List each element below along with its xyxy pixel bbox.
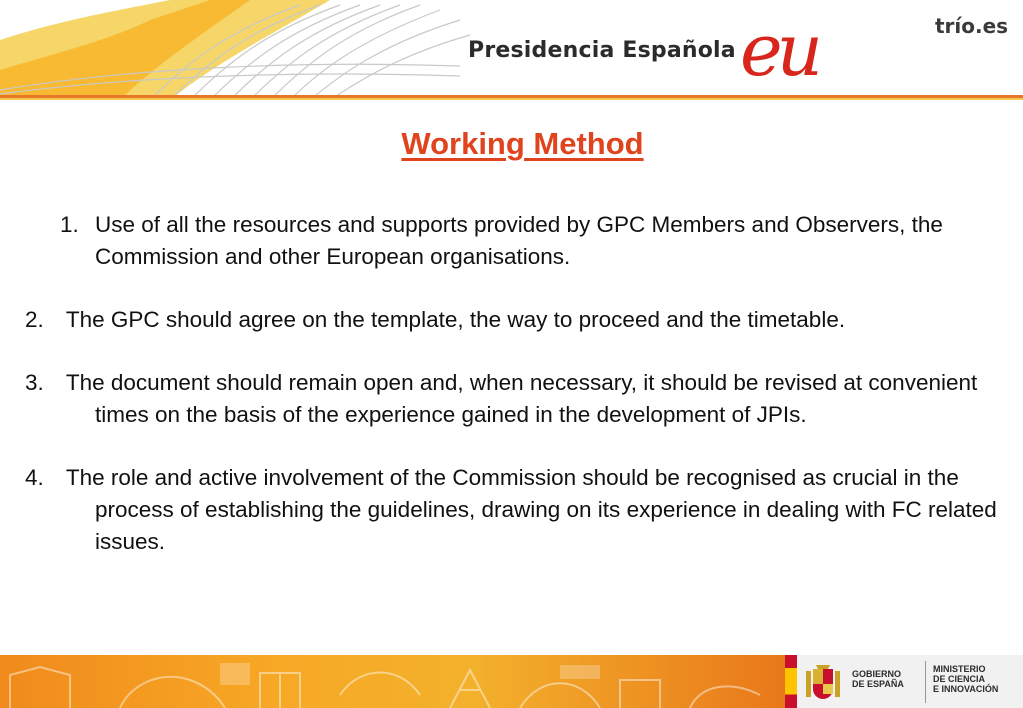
min-line-1: MINISTERIO [933, 664, 986, 674]
gobierno-de-espana-label [852, 669, 904, 689]
eu-logo: eu [740, 8, 817, 92]
list-item [60, 209, 1000, 273]
footer-banner [0, 655, 1023, 708]
list-item-text: The GPC should agree on the template, the way to proceed and the timetable. [65, 307, 846, 332]
spanish-flag-strip [785, 655, 797, 708]
trio-es-label: trío.es [935, 14, 1009, 38]
presidencia-espanola-label: Presidencia Española [468, 38, 736, 63]
heraldic-pattern [0, 655, 785, 708]
footer-heraldic-band [0, 655, 785, 708]
list-item: 2. The GPC should agree on the template, the way to proceed and the timetable. [25, 307, 846, 332]
slide-title: Working Method [401, 126, 644, 161]
footer-divider [925, 661, 926, 703]
list-item-number: 1. [60, 212, 79, 237]
list-item-text: The role and active involvement of the Commission should be recognised as crucial in the process of establishing the guidelines, drawing on its experience in dealing with FC related issues. [65, 465, 997, 554]
header-divider-line-secondary [0, 98, 1023, 100]
gov-line-2: DE ESPAÑA [852, 679, 904, 689]
ministerio-label [933, 664, 998, 694]
header-banner [0, 0, 1023, 100]
min-line-2: DE CIENCIA [933, 674, 986, 684]
list-item-text: The document should remain open and, when necessary, it should be revised at convenient times on the basis of the experience gained in the development of JPIs. [65, 370, 978, 427]
list-item: 4. The role and active involvement of the Commission should be recognised as crucial in the process of establishing the guidelines, drawing on its experience in dealing with FC related issues. [25, 465, 997, 554]
working-method-list [25, 209, 1000, 589]
list-item-text: Use of all the resources and supports provided by GPC Members and Observers, the Commission and other European organisations. [95, 212, 943, 269]
list-item: 3. The document should remain open and, when necessary, it should be revised at convenient times on the basis of the experience gained in the development of JPIs. [25, 370, 978, 427]
min-line-3: E INNOVACIÓN [933, 684, 999, 694]
coat-of-arms-icon [803, 663, 843, 701]
gov-line-1: GOBIERNO [852, 669, 902, 679]
